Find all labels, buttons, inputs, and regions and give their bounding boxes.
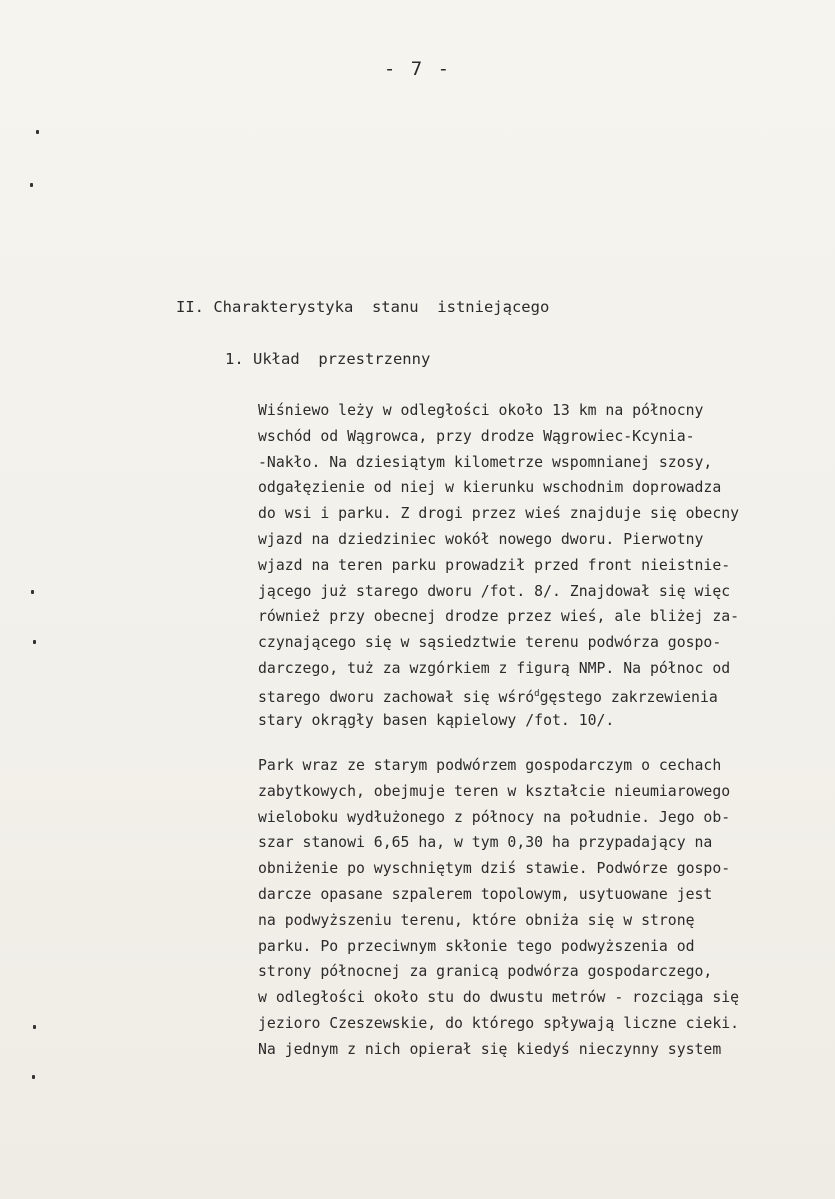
punch-hole-mark bbox=[31, 590, 34, 594]
paragraph-line: strony północnej za granicą podwórza gospodarczego, bbox=[258, 963, 713, 981]
paragraph-line: obniżenie po wyschniętym dziś stawie. Podwórze gospo- bbox=[258, 860, 731, 878]
line-text-after: gęstego zakrzewienia bbox=[539, 688, 718, 706]
punch-hole-mark bbox=[32, 1075, 35, 1079]
paragraph-line: wschód od Wągrowca, przy drodze Wągrowiec-Kcynia- bbox=[258, 427, 695, 445]
paragraph-line: szar stanowi 6,65 ha, w tym 0,30 ha przypadający na bbox=[258, 834, 713, 852]
subsection-heading: 1. Układ przestrzenny bbox=[225, 350, 431, 368]
paragraph-line: darczego, tuż za wzgórkiem z figurą NMP. Na północ od bbox=[258, 659, 731, 677]
paragraph-line: Na jednym z nich opierał się kiedyś nieczynny system bbox=[258, 1040, 722, 1058]
punch-hole-mark bbox=[33, 640, 36, 644]
paragraph-line: odgałęzienie od niej w kierunku wschodnim doprowadza bbox=[258, 479, 722, 497]
punch-hole-mark bbox=[30, 183, 33, 187]
punch-hole-mark bbox=[36, 130, 39, 134]
paragraph-2 bbox=[258, 753, 820, 1063]
punch-hole-mark bbox=[33, 1025, 36, 1029]
paragraph-line: parku. Po przeciwnym skłonie tego podwyższenia od bbox=[258, 937, 695, 955]
paragraph-line: darcze opasane szpalerem topolowym, usytuowane jest bbox=[258, 885, 713, 903]
paragraph-line: Park wraz ze starym podwórzem gospodarczym o cechach bbox=[258, 757, 722, 774]
handwritten-correction: d bbox=[534, 688, 540, 699]
paragraph-line: jezioro Czeszewskie, do którego spływają liczne cieki. bbox=[258, 1014, 740, 1032]
paragraph-line: do wsi i parku. Z drogi przez wieś znajduje się obecny bbox=[258, 505, 740, 523]
paragraph-line: zabytkowych, obejmuje teren w kształcie nieumiarowego bbox=[258, 782, 731, 800]
paragraph-1 bbox=[258, 398, 820, 733]
paragraph-line: jącego już starego dworu /fot. 8/. Znajdował się więc bbox=[258, 582, 731, 600]
paragraph-line: Wiśniewo leży w odległości około 13 km na północny bbox=[258, 402, 704, 419]
paragraph-line: czynającego się w sąsiedztwie terenu podwórza gospo- bbox=[258, 634, 722, 652]
paragraph-line: na podwyższeniu terenu, które obniża się w stronę bbox=[258, 911, 695, 929]
page-number: - 7 - bbox=[383, 58, 452, 80]
paragraph-line-with-superscript bbox=[258, 682, 820, 708]
section-heading: II. Charakterystyka stanu istniejącego bbox=[176, 298, 550, 316]
paragraph-line: wjazd na dziedziniec wokół nowego dworu. Pierwotny bbox=[258, 530, 704, 548]
line-text-before: starego dworu zachował się wśró bbox=[258, 688, 535, 706]
paragraph-line: również przy obecnej drodze przez wieś, ale bliżej za- bbox=[258, 608, 740, 626]
paragraph-line: stary okrągły basen kąpielowy /fot. 10/. bbox=[258, 711, 615, 729]
paragraph-line: w odległości około stu do dwustu metrów - rozciąga się bbox=[258, 989, 740, 1007]
paragraph-line: -Nakło. Na dziesiątym kilometrze wspomnianej szosy, bbox=[258, 453, 713, 471]
paragraph-line: wjazd na teren parku prowadził przed front nieistnie- bbox=[258, 556, 731, 574]
paragraph-line: wieloboku wydłużonego z północy na południe. Jego ob- bbox=[258, 808, 731, 826]
